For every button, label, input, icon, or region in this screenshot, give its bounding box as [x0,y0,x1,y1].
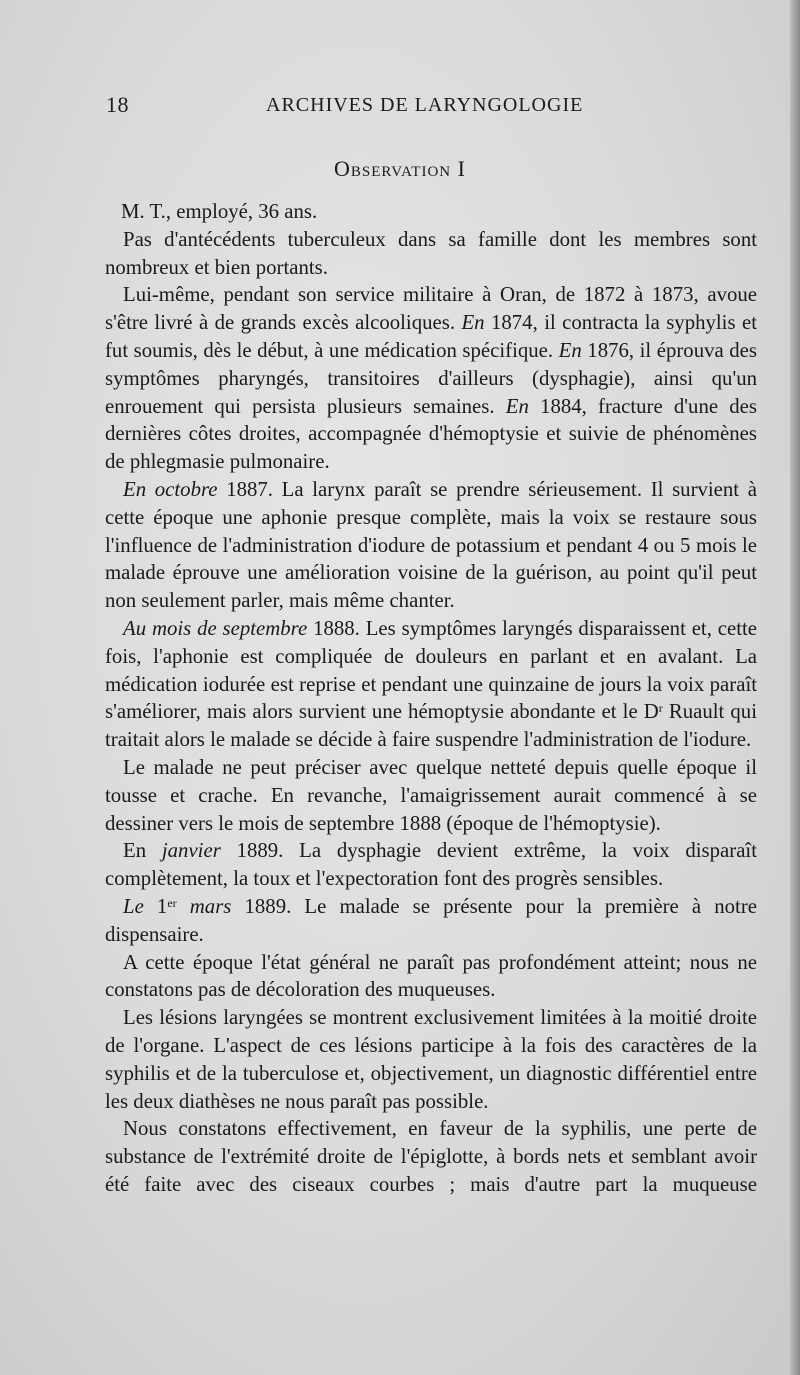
paragraph-march-1889: Le 1er mars 1889. Le malade se présente pour la première à notre dispensaire. [105,894,757,946]
paragraph-family-history: Pas d'antécédents tuberculeux dans sa famille dont les membres sont nombreux et bien portants. [105,227,757,279]
paragraph-personal-history: Lui-même, pendant son service militaire à Oran, de 1872 à 1873, avoue s'être livré à de grands excès alcooliques. En 1874, il contracta la syphylis et fut soumis, dès le début, à une médication spécifique. En 1876, il éprouva des symptômes pharyngés, transitoires d'ailleurs (dysphagie), ainsi qu'un enrouement qui persista plusieurs semaines. En 1884, fracture d'une des dernières côtes droites, accompagnée d'hémoptysie et suivie de phénomènes de phlegmasie pulmonaire. [105,283,757,474]
paragraph-september-1888: Au mois de septembre 1888. Les symptômes laryngés disparaissent et, cette fois, l'aphonie est compliquée de douleurs en parlant et en avalant. La médication iodurée est reprise et pendant une quinzaine de jours la voix paraît s'améliorer, mais alors survient une hémoptysie abondante et le $D^r$ Ruault qui traitait alors le malade se décide à faire suspendre l'administration de l'iodure. [105,616,757,752]
article-body [105,198,757,1199]
paragraph-syphilis-findings: Nous constatons effectivement, en faveur de la syphilis, une perte de substance de l'extrémité droite de l'épiglotte, à bords nets et semblant avoir été faite avec des ciseaux courbes ; mais d'autre part la muqueuse [105,1117,757,1196]
journal-title: ARCHIVES DE LARYNGOLOGIE [266,94,584,116]
page-number: 18 [106,92,129,117]
paragraph-october-1887: En octobre 1887. La larynx paraît se prendre sérieusement. Il survient à cette époque une aphonie presque complète, mais la voix se restaure sous l'influence de l'administration d'iodure de potassium et pendant 4 ou 5 mois le malade éprouve une amélioration voisine de la guérison, au point qu'il peut non seulement parler, mais même chanter. [105,477,757,613]
running-head [106,92,756,122]
paragraph-patient: M. T., employé, 36 ans. [121,200,318,223]
page-edge-shadow [790,0,800,1375]
paragraph-laryngeal-lesions: Les lésions laryngées se montrent exclusivement limitées à la moitié droite de l'organe. L'aspect de ces lésions participe à la fois des caractères de la syphilis et de la tuberculose et, objectivement, un diagnostic différentiel entre les deux diathèses ne nous paraît pas possible. [105,1006,757,1113]
observation-title: Observation I [334,156,466,181]
paragraph-general-state: A cette époque l'état général ne paraît pas profondément atteint; nous ne constatons pas de décoloration des muqueuses. [105,950,757,1002]
paragraph-cough: Le malade ne peut préciser avec quelque netteté depuis quelle époque il tousse et crache. En revanche, l'amaigrissement aurait commencé à se dessiner vers le mois de septembre 1888 (époque de l'hémoptysie). [105,755,757,835]
paragraph-january-1889: En janvier 1889. La dysphagie devient extrême, la voix disparaît complètement, la toux et l'expectoration font des progrès sensibles. [105,839,757,891]
